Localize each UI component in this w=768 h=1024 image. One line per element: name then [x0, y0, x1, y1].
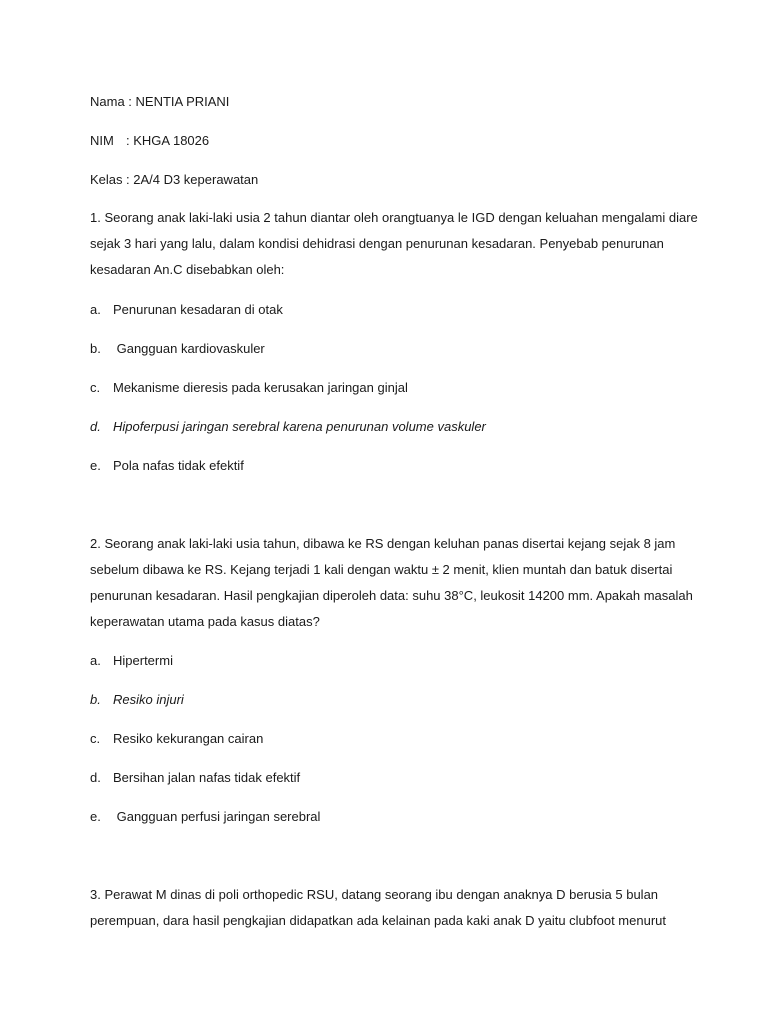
option-text: Pola nafas tidak efektif: [113, 458, 244, 473]
student-class: [90, 172, 258, 188]
question-1-option-c: [90, 380, 408, 396]
question-2-option-b-selected: [90, 692, 184, 708]
option-text: Hipoferpusi jaringan serebral karena penurunan volume vaskuler: [113, 419, 486, 434]
option-letter: b.: [90, 692, 101, 707]
question-3-line-2: perempuan, dara hasil pengkajian didapatkan ada kelainan pada kaki anak D yaitu clubfoot menurut: [90, 913, 666, 928]
question-1-option-d-selected: [90, 419, 486, 435]
question-1-line-2: sejak 3 hari yang lalu, dalam kondisi dehidrasi dengan penurunan kesadaran. Penyebab penurunan: [90, 236, 664, 251]
class-value: : 2A/4 D3 keperawatan: [126, 172, 259, 187]
option-text: Gangguan perfusi jaringan serebral: [113, 809, 321, 824]
option-text: Mekanisme dieresis pada kerusakan jaringan ginjal: [113, 380, 408, 395]
option-text: Resiko injuri: [113, 692, 184, 707]
question-3-line-1: 3. Perawat M dinas di poli orthopedic RSU, datang seorang ibu dengan anaknya D berusia 5 bulan: [90, 887, 659, 902]
option-letter: c.: [90, 380, 101, 395]
option-letter: d.: [90, 419, 101, 434]
question-2-option-a: [90, 653, 173, 669]
question-1-line-3: kesadaran An.C disebabkan oleh:: [90, 262, 285, 277]
student-name: Nama : NENTIA PRIANI: [90, 94, 230, 109]
question-2-line-3: penurunan kesadaran. Hasil pengkajian diperoleh data: suhu 38°C, leukosit 14200 mm. Apakah masalah: [90, 588, 693, 603]
nim-label: NIM: [90, 133, 114, 148]
option-text: Penurunan kesadaran di otak: [113, 302, 283, 317]
option-letter: a.: [90, 653, 101, 668]
question-1-option-b: [90, 341, 265, 357]
option-letter: a.: [90, 302, 101, 317]
option-letter: d.: [90, 770, 101, 785]
option-text: Hipertermi: [113, 653, 173, 668]
question-2-line-4: keperawatan utama pada kasus diatas?: [90, 614, 320, 629]
option-letter: e.: [90, 809, 101, 824]
question-2-line-2: sebelum dibawa ke RS. Kejang terjadi 1 kali dengan waktu ± 2 menit, klien muntah dan batuk disertai: [90, 562, 673, 577]
question-1-line-1: 1. Seorang anak laki-laki usia 2 tahun diantar oleh orangtuanya le IGD dengan keluahan mengalami diare: [90, 210, 698, 225]
question-2-option-d: [90, 770, 300, 786]
question-2-option-c: [90, 731, 263, 747]
question-2-option-e: [90, 809, 320, 825]
option-letter: b.: [90, 341, 101, 356]
class-label: Kelas: [90, 172, 123, 187]
question-2-line-1: 2. Seorang anak laki-laki usia tahun, dibawa ke RS dengan keluhan panas disertai kejang sejak 8 jam: [90, 536, 676, 551]
option-text: Bersihan jalan nafas tidak efektif: [113, 770, 301, 785]
option-text: Resiko kekurangan cairan: [113, 731, 264, 746]
nim-value: : KHGA 18026: [126, 133, 210, 148]
option-text: Gangguan kardiovaskuler: [113, 341, 265, 356]
student-nim: [90, 133, 209, 149]
question-1-option-a: [90, 302, 283, 318]
option-letter: e.: [90, 458, 101, 473]
question-1-option-e: [90, 458, 244, 474]
option-letter: c.: [90, 731, 101, 746]
